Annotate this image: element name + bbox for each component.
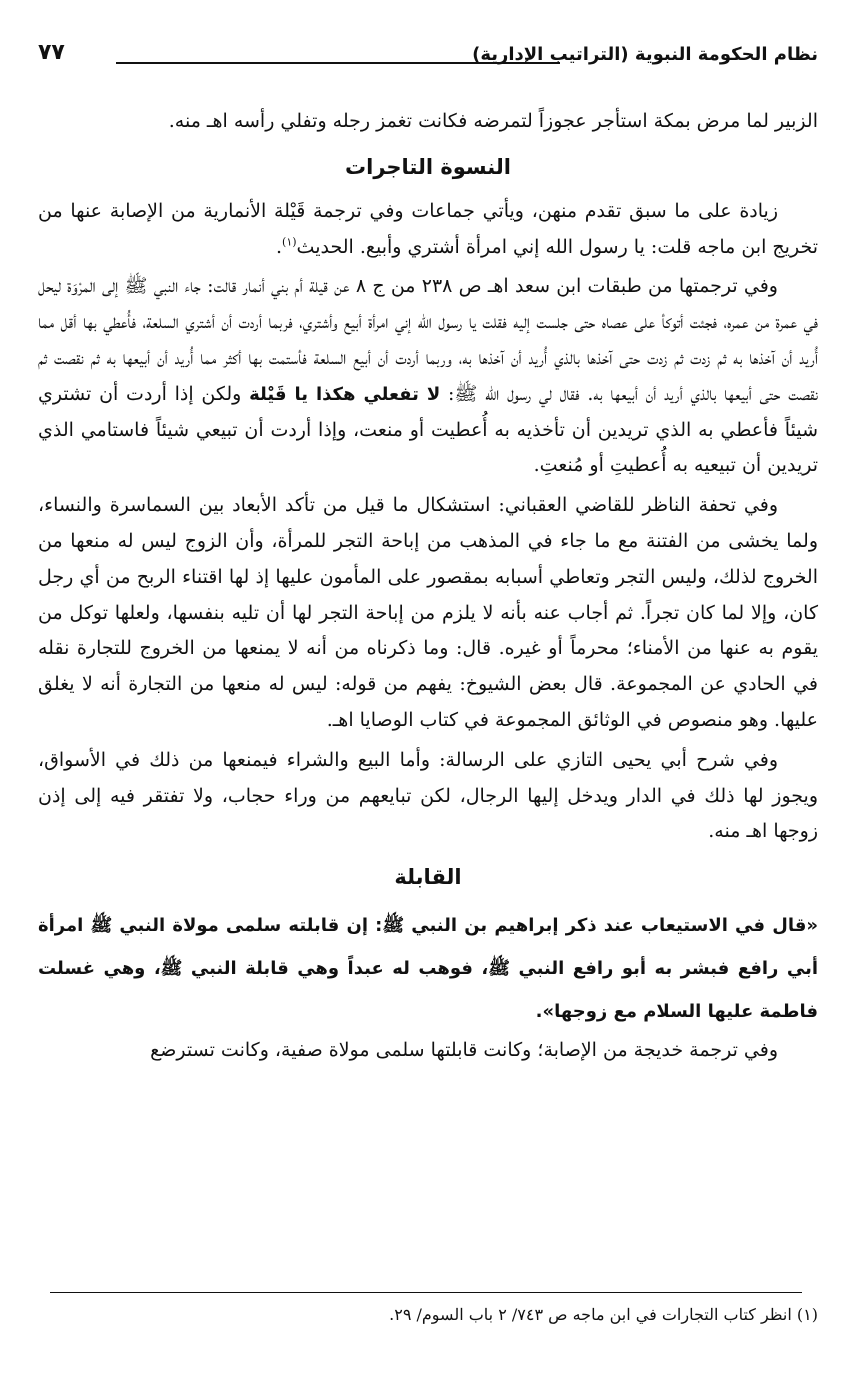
footnote: (١) انظر كتاب التجارات في ابن ماجه ص ٧٤٣/ ٢ باب السوم/ ٢٩. [389, 1305, 818, 1324]
running-title: نظام الحكومة النبوية (التراتيب الإدارية) [472, 44, 818, 65]
paragraph-3: وفي تحفة الناظر للقاضي العقباني: استشكال ما قيل من تأكد الأبعاد بين السماسرة والنساء، ولما يخشى من الفتنة مع ما جاء في المذهب من إباحة التجر للمرأة، وأن الزوج ليس له منعها من الخروج لذلك، وليس التجر وتعاطي أسبابه بمقصور على المأمون عليها إذ لها اقتناء الربح من أي رجل كان، وإلا لما كان تجراً. ثم أجاب عنه بأنه لا يلزم من إباحة التجر لها أن تليه بنفسها، ولعلها توكل من يقوم به عنها من الأمناء؛ محرماً أو غيره. قال: وما ذكرناه من أنه لا يمنعها من الخروج للتجارة نقله في الحادي عن المجموعة. قال بعض الشيوخ: يفهم من قوله: ليس له منعها من التجارة أنه لا يغلق عليها. وهو منصوص في الوثائق المجموعة في كتاب الوصايا اهـ. [38, 494, 818, 731]
paragraph-5-quote: «قال في الاستيعاب عند ذكر إبراهيم بن النبي ﷺ: إن قابلته سلمى مولاة النبي ﷺ امرأة أبي رافع فبشر به أبو رافع النبي ﷺ، فوهب له عبداً وهي قابلة النبي ﷺ، وهي غسلت فاطمة عليها السلام مع زوجها» [38, 915, 818, 1023]
paragraph-2-text-b: ولكن إذا أردت أن تشتري شيئاً فأعطي به الذي تريدين أن تأخذيه به أُعطيت أو منعت، وإذا أردت أن تبيعي شيئاً فاستامي الذي تريدين أن تبيعيه به أُعطيتِ أو مُنعتِ. [38, 382, 818, 477]
paragraph-2 [38, 269, 818, 484]
footnote-ref: (١) [282, 235, 297, 249]
hadith-quote-bold: لا تفعلي هكذا يا قَيْلة [249, 383, 441, 405]
main-text [38, 104, 818, 1069]
section-heading-traders: النسوة التاجرات [345, 154, 511, 179]
page-header [38, 40, 818, 76]
intro-paragraph: الزبير لما مرض بمكة استأجر عجوزاً لتمرضه فكانت تغمز رجله وتفلي رأسه اهـ منه. [168, 110, 818, 132]
paragraph-6: وفي ترجمة خديجة من الإصابة؛ وكانت قابلتها سلمى مولاة صفية، وكانت تسترضع [150, 1039, 778, 1062]
paragraph-1: زيادة على ما سبق تقدم منهن، ويأتي جماعات وفي ترجمة قَيْلة الأنمارية من الإصابة عنها من تخريج ابن ماجه قلت: يا رسول الله إني امرأة أشتري وأبيع. الحديث$^{(١)}$. [38, 199, 818, 258]
paragraph-5 [38, 904, 818, 1033]
paragraph-1-text: زيادة على ما سبق تقدم منهن، ويأتي جماعات وفي ترجمة قَيْلة الأنمارية من الإصابة عنها من تخريج ابن ماجه قلت: يا رسول الله إني امرأة أشتري وأبيع. الحديث [38, 199, 818, 258]
paragraph-5-end: . [535, 1001, 543, 1023]
header-rule [116, 62, 560, 64]
paragraph-2-text-a: وفي ترجمتها من طبقات ابن سعد اهـ ص ٢٣٨ من ج ٨ عن قيلة أم بني أنمار قالت: جاء النبي ﷺ إلى المرْوَة ليحل في عمرة من عمره، فجئت أتوكأ على عصاه حتى جلست إليه فقلت يا رسول الله إني امرأة أبيع وأشتري، فربما أردت أن أشتري السلعة، فأُعطي بها أقل مما أُريد أن آخذها به ثم زدت ثم زدت حتى آخذها بالذي أُريد أن آخذها به، وربما أردت أن أبيع السلعة فأستمت بها أكثر مما أُريد أن أبيعها به ثم نقصت ثم نقصت حتى أبيعها بالذي أريد أن أبيعها به. فقال لي رسول الله ﷺ: [38, 275, 819, 405]
section-heading-midwife: القابلة [394, 865, 462, 890]
page-number: ٧٧ [38, 40, 65, 65]
paragraph-4: وفي شرح أبي يحيى التازي على الرسالة: وأما البيع والشراء فيمنعها من ذلك في الأسواق، ويجوز لها ذلك في الدار ويدخل إليها الرجال، لكن تبايعهم من وراء حجاب، ولا تفتقر فيه إلى إذن زوجها اهـ منه. [38, 748, 818, 843]
footnote-rule [50, 1292, 802, 1293]
